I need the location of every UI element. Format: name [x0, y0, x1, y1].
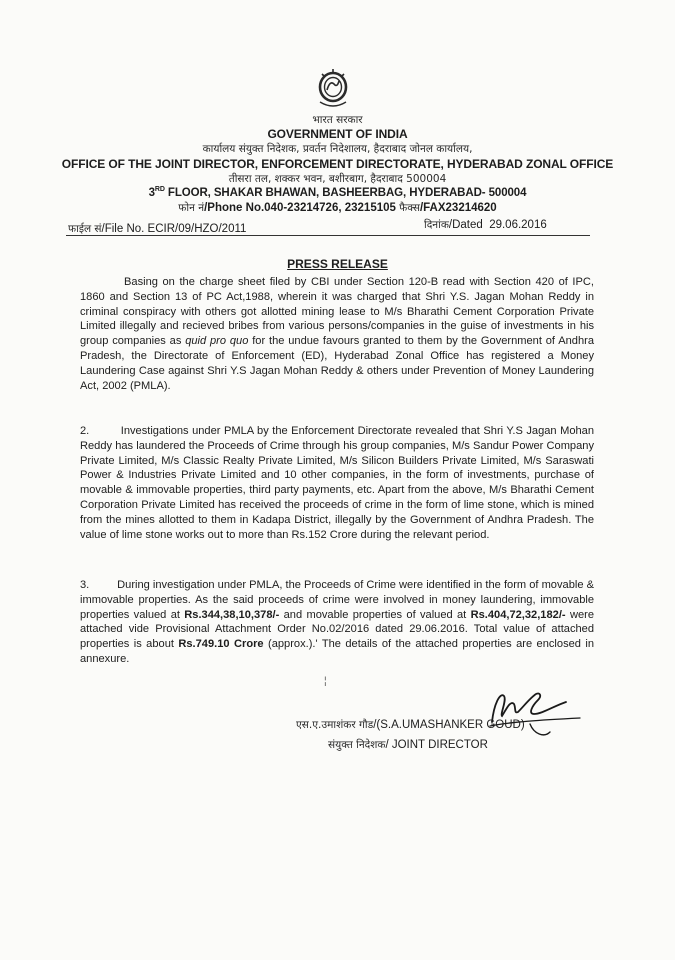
signatory-designation — [328, 738, 488, 752]
address-floor-number: 3 — [148, 186, 155, 199]
paragraph-3 — [80, 578, 594, 667]
designation-english: / JOINT DIRECTOR — [385, 739, 488, 751]
emblem-icon — [313, 66, 353, 112]
header-hindi-country: भारत सरकार — [312, 114, 363, 126]
p1-italic: quid pro quo — [185, 335, 249, 348]
signatory-name-hindi: एस.ए.उमाशंकर गौड — [296, 719, 374, 731]
header-hindi-office: कार्यालय संयुक्त निदेशक, प्रवर्तन निदेशालय, हैदराबाद जोनल कार्यालय, — [202, 143, 473, 155]
file-hindi-label: फाईल सं — [68, 223, 102, 235]
paragraph-2 — [80, 424, 594, 542]
stray-mark: ¦ — [324, 676, 327, 687]
header-contact — [0, 201, 675, 215]
date-label: /Dated — [448, 219, 483, 231]
header-country: GOVERNMENT OF INDIA — [267, 127, 408, 141]
fax-number: /FAX23214620 — [419, 202, 497, 214]
header-hindi-address: तीसरा तल, शक्कर भवन, बशीरबाग, हैदराबाद 500004 — [228, 173, 447, 185]
designation-hindi: संयुक्त निदेशक — [328, 739, 386, 751]
phone-number: /Phone No.040-23214726, 23215105 — [204, 202, 396, 214]
p2-number: 2. — [80, 425, 90, 437]
file-number-value: /File No. ECIR/09/HZO/2011 — [101, 223, 247, 235]
phone-hindi-label: फोन नं — [178, 202, 205, 214]
p3-number: 3. — [80, 579, 90, 591]
total-value: Rs.749.10 Crore — [178, 638, 264, 651]
address-floor-suffix: RD — [154, 186, 165, 193]
file-number — [68, 222, 246, 236]
signatory-name-english: /(S.A.UMASHANKER GOUD) — [373, 719, 525, 731]
immovable-value: Rs.344,38,10,378/- — [184, 608, 280, 621]
dated — [424, 218, 547, 232]
handwritten-signature — [470, 684, 590, 744]
header-divider — [66, 235, 590, 236]
signatory-name — [296, 718, 525, 732]
p3-text-g: (approx.).' The details of the attached properties are enclosed in annexure. — [80, 638, 595, 665]
date-value: 29.06.2016 — [489, 219, 547, 231]
date-hindi-label: दिनांक — [424, 219, 449, 231]
paragraph-1 — [80, 275, 594, 393]
p3-text-a: During investigation under PMLA, the Proceeds of Crime were identified in the form of movable & immovable properties. As the said proceeds of crime were involved in money laundering, immovable properties valued at — [80, 579, 594, 621]
movable-value: Rs.404,72,32,182/- — [470, 608, 566, 621]
address-rest: FLOOR, SHAKAR BHAWAN, BASHEERBAG, HYDERABAD- 500004 — [164, 186, 527, 199]
p3-text-e: were attached vide Provisional Attachment Order No.02/2016 dated 29.06.2016. Total value of attached properties is about — [80, 608, 594, 651]
header-office: OFFICE OF THE JOINT DIRECTOR, ENFORCEMENT DIRECTORATE, HYDERABAD ZONAL OFFICE — [61, 157, 614, 171]
document-title: PRESS RELEASE — [287, 257, 388, 271]
p2-text: Investigations under PMLA by the Enforcement Directorate revealed that Shri Y.S Jagan Mohan Reddy has laundered the Proceeds of Crime through his group companies, M/s Sandur Power Company Private Limited, M/s Classic Realty Private Limited, M/s Silicon Builders Private Limited, M/s Saraswati Power & Industries Private Limited and 10 other companies, in the form of investments, purchase of movable & immovable properties, third party payments, etc. Apart from the above, M/s Bharathi Cement Corporation Private Limited has received the proceeds of crime in the form of lime stone, which is mined from the mines allotted to them in Kadapa District, illegally by the Government of Andhra Pradesh. The value of lime stone works out to more than Rs.152 Crore during the relevant period. — [80, 425, 594, 541]
fax-hindi-label: फैक्स — [399, 202, 420, 214]
p1-text-end: for the undue favours granted to them by the Government of Andhra Pradesh, the Directorate of Enforcement (ED), Hyderabad Zonal Office has registered a Money Laundering Case against Shri Y.S Jagan Mohan Reddy & others under Prevention of Money Laundering Act, 2002 (PMLA). — [80, 335, 594, 392]
p1-text-start: Basing on the charge sheet filed by CBI under Section 120-B read with Section 420 of IPC, 1860 and Section 13 of PC Act,1988, wherein it was charged that Shri Y.S. Jagan Mohan Reddy in criminal conspiracy with others got allotted mining lease to M/s Bharathi Cement Corporation Private Limited illegally and recieved bribes from various persons/companies in the guise of investments in his group companies as — [80, 276, 594, 348]
header-address — [0, 186, 675, 199]
p3-text-c: and movable properties of valued at — [279, 608, 471, 621]
